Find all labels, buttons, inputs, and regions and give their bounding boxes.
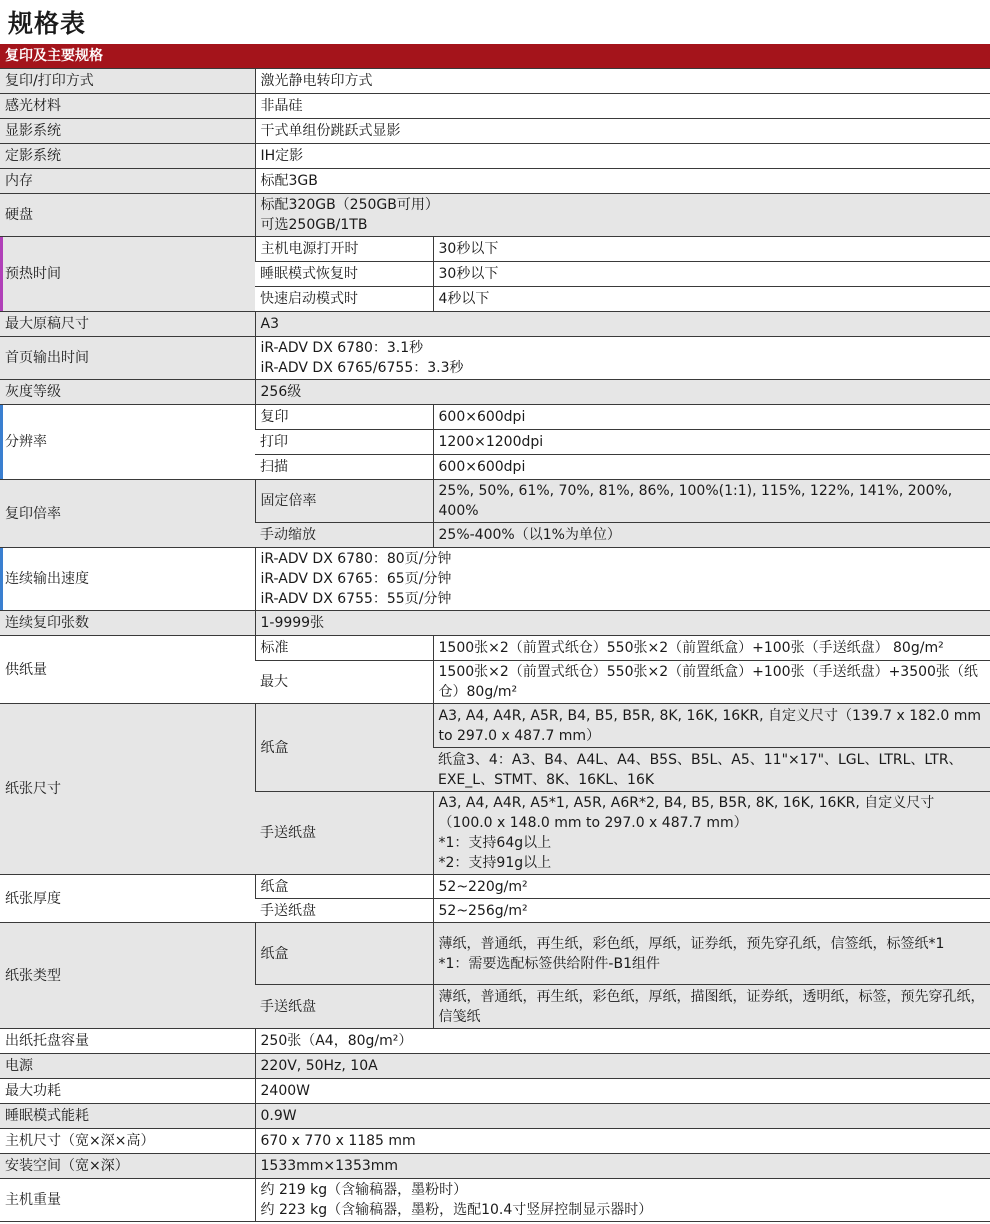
value-line: iR-ADV DX 6780：3.1秒	[260, 340, 424, 356]
value-line: 标配320GB（250GB可用）	[260, 197, 439, 213]
sub-label: 扫描	[255, 455, 433, 480]
table-row	[0, 704, 990, 748]
row-label: 纸张厚度	[0, 875, 255, 923]
row-value: IH定影	[255, 144, 990, 169]
row-label: 显影系统	[0, 119, 255, 144]
table-row	[0, 169, 990, 194]
row-label: 分辨率	[0, 405, 255, 480]
sub-label: 固定倍率	[255, 480, 433, 523]
sub-label: 最大	[255, 661, 433, 704]
value-line: 可选250GB/1TB	[260, 217, 368, 233]
row-value	[255, 337, 990, 380]
row-value: 256级	[255, 380, 990, 405]
row-label: 定影系统	[0, 144, 255, 169]
row-value: 干式单组份跳跃式显影	[255, 119, 990, 144]
row-value: 30秒以下	[433, 262, 990, 287]
sub-label: 主机电源打开时	[255, 237, 433, 262]
value-line: iR-ADV DX 6780：80页/分钟	[260, 551, 452, 567]
table-row	[0, 337, 990, 380]
table-row	[0, 1054, 990, 1079]
table-row	[0, 1154, 990, 1179]
row-label: 首页输出时间	[0, 337, 255, 380]
row-value: 2400W	[255, 1079, 990, 1104]
table-row	[0, 94, 990, 119]
table-row	[0, 69, 990, 94]
value-line: *1：支持64g以上	[438, 835, 552, 851]
row-label: 连续复印张数	[0, 611, 255, 636]
table-row	[0, 1179, 990, 1222]
row-value: 52~220g/m²	[433, 875, 990, 899]
sub-label: 复印	[255, 405, 433, 430]
value-line: iR-ADV DX 6765：65页/分钟	[260, 571, 452, 587]
value-line: 约 219 kg（含输稿器，墨粉时）	[260, 1182, 468, 1198]
row-value: 52~256g/m²	[433, 899, 990, 923]
row-value: 纸盒3、4：A3、B4、A4L、A4、B5S、B5L、A5、11"×17"、LGL、LTRL、LTR、EXE_L、STMT、8K、16KL、16K	[433, 748, 990, 792]
sub-label: 快速启动模式时	[255, 287, 433, 312]
row-label: 连续输出速度	[0, 548, 255, 611]
table-row	[0, 144, 990, 169]
row-value: 1500张×2（前置式纸仓）550张×2（前置纸盒）+100张（手送纸盘）+3500张（纸仓）80g/m²	[433, 661, 990, 704]
row-value: 非晶硅	[255, 94, 990, 119]
row-label: 电源	[0, 1054, 255, 1079]
page-title: 规格表	[8, 9, 87, 38]
sub-label: 手送纸盘	[255, 792, 433, 875]
row-value: 0.9W	[255, 1104, 990, 1129]
table-row	[0, 1079, 990, 1104]
row-label: 感光材料	[0, 94, 255, 119]
row-value: 薄纸，普通纸，再生纸，彩色纸，厚纸，描图纸，证券纸，透明纸，标签，预先穿孔纸，信笺纸	[433, 985, 990, 1029]
sub-label: 手送纸盘	[255, 899, 433, 923]
table-row	[0, 1129, 990, 1154]
row-value	[433, 792, 990, 875]
table-row	[0, 119, 990, 144]
row-label: 复印倍率	[0, 480, 255, 548]
table-row	[0, 237, 990, 262]
row-value: 1200×1200dpi	[433, 430, 990, 455]
row-label: 最大功耗	[0, 1079, 255, 1104]
row-label: 睡眠模式能耗	[0, 1104, 255, 1129]
row-label: 主机尺寸（宽×深×高）	[0, 1129, 255, 1154]
sub-label: 纸盒	[255, 875, 433, 899]
value-line: *2：支持91g以上	[438, 855, 552, 871]
row-value	[255, 1179, 990, 1222]
row-label: 纸张类型	[0, 923, 255, 1029]
row-value: 220V, 50Hz, 10A	[255, 1054, 990, 1079]
spec-table	[0, 68, 990, 1222]
sub-label: 纸盒	[255, 704, 433, 792]
sub-label: 手动缩放	[255, 523, 433, 548]
row-value: 25%-400%（以1%为单位）	[433, 523, 990, 548]
row-value: 670 x 770 x 1185 mm	[255, 1129, 990, 1154]
sub-label: 打印	[255, 430, 433, 455]
row-value	[255, 194, 990, 237]
section-header: 复印及主要规格	[0, 44, 990, 68]
row-value: 600×600dpi	[433, 455, 990, 480]
row-value: 250张（A4，80g/m²）	[255, 1029, 990, 1054]
row-value: 激光静电转印方式	[255, 69, 990, 94]
table-row	[0, 1029, 990, 1054]
row-value	[433, 923, 990, 985]
sub-label: 纸盒	[255, 923, 433, 985]
sub-label: 手送纸盘	[255, 985, 433, 1029]
value-line: *1：需要选配标签供给附件-B1组件	[438, 955, 660, 972]
table-row	[0, 875, 990, 899]
value-line: iR-ADV DX 6755：55页/分钟	[260, 591, 452, 607]
row-label: 安装空间（宽×深）	[0, 1154, 255, 1179]
table-row	[0, 312, 990, 337]
row-value: A3, A4, A4R, A5R, B4, B5, B5R, 8K, 16K, 16KR, 自定义尺寸（139.7 x 182.0 mm to 297.0 x 487.7 mm）	[433, 704, 990, 748]
row-label: 灰度等级	[0, 380, 255, 405]
table-row	[0, 636, 990, 661]
row-value: 25%, 50%, 61%, 70%, 81%, 86%, 100%(1:1), 115%, 122%, 141%, 200%, 400%	[433, 480, 990, 523]
row-value: 4秒以下	[433, 287, 990, 312]
table-row	[0, 1104, 990, 1129]
table-row	[0, 380, 990, 405]
row-label: 复印/打印方式	[0, 69, 255, 94]
sub-label: 标准	[255, 636, 433, 661]
value-line: 薄纸，普通纸，再生纸，彩色纸，厚纸，证券纸，预先穿孔纸，信签纸，标签纸*1	[438, 935, 945, 952]
table-row	[0, 611, 990, 636]
row-label: 供纸量	[0, 636, 255, 704]
row-label: 预热时间	[0, 237, 255, 312]
row-value: 1500张×2（前置式纸仓）550张×2（前置纸盒）+100张（手送纸盘） 80g/m²	[433, 636, 990, 661]
row-label: 内存	[0, 169, 255, 194]
table-row	[0, 194, 990, 237]
row-value: 1533mm×1353mm	[255, 1154, 990, 1179]
table-row	[0, 405, 990, 430]
table-row	[0, 480, 990, 523]
row-value: 1-9999张	[255, 611, 990, 636]
value-line: iR-ADV DX 6765/6755：3.3秒	[260, 360, 464, 376]
row-value	[255, 548, 990, 611]
row-value: A3	[255, 312, 990, 337]
table-row	[0, 923, 990, 985]
value-line: 约 223 kg（含输稿器，墨粉，选配10.4寸竖屏控制显示器时）	[260, 1202, 653, 1218]
row-value: 30秒以下	[433, 237, 990, 262]
sub-label: 睡眠模式恢复时	[255, 262, 433, 287]
row-value: 600×600dpi	[433, 405, 990, 430]
value-line: A3, A4, A4R, A5*1, A5R, A6R*2, B4, B5, B5R, 8K, 16K, 16KR, 自定义尺寸（100.0 x 148.0 mm to 297.0 x 487.7 mm）	[438, 795, 935, 831]
row-value: 标配3GB	[255, 169, 990, 194]
row-label: 硬盘	[0, 194, 255, 237]
row-label: 主机重量	[0, 1179, 255, 1222]
row-label: 出纸托盘容量	[0, 1029, 255, 1054]
row-label: 最大原稿尺寸	[0, 312, 255, 337]
row-label: 纸张尺寸	[0, 704, 255, 875]
table-row	[0, 548, 990, 611]
